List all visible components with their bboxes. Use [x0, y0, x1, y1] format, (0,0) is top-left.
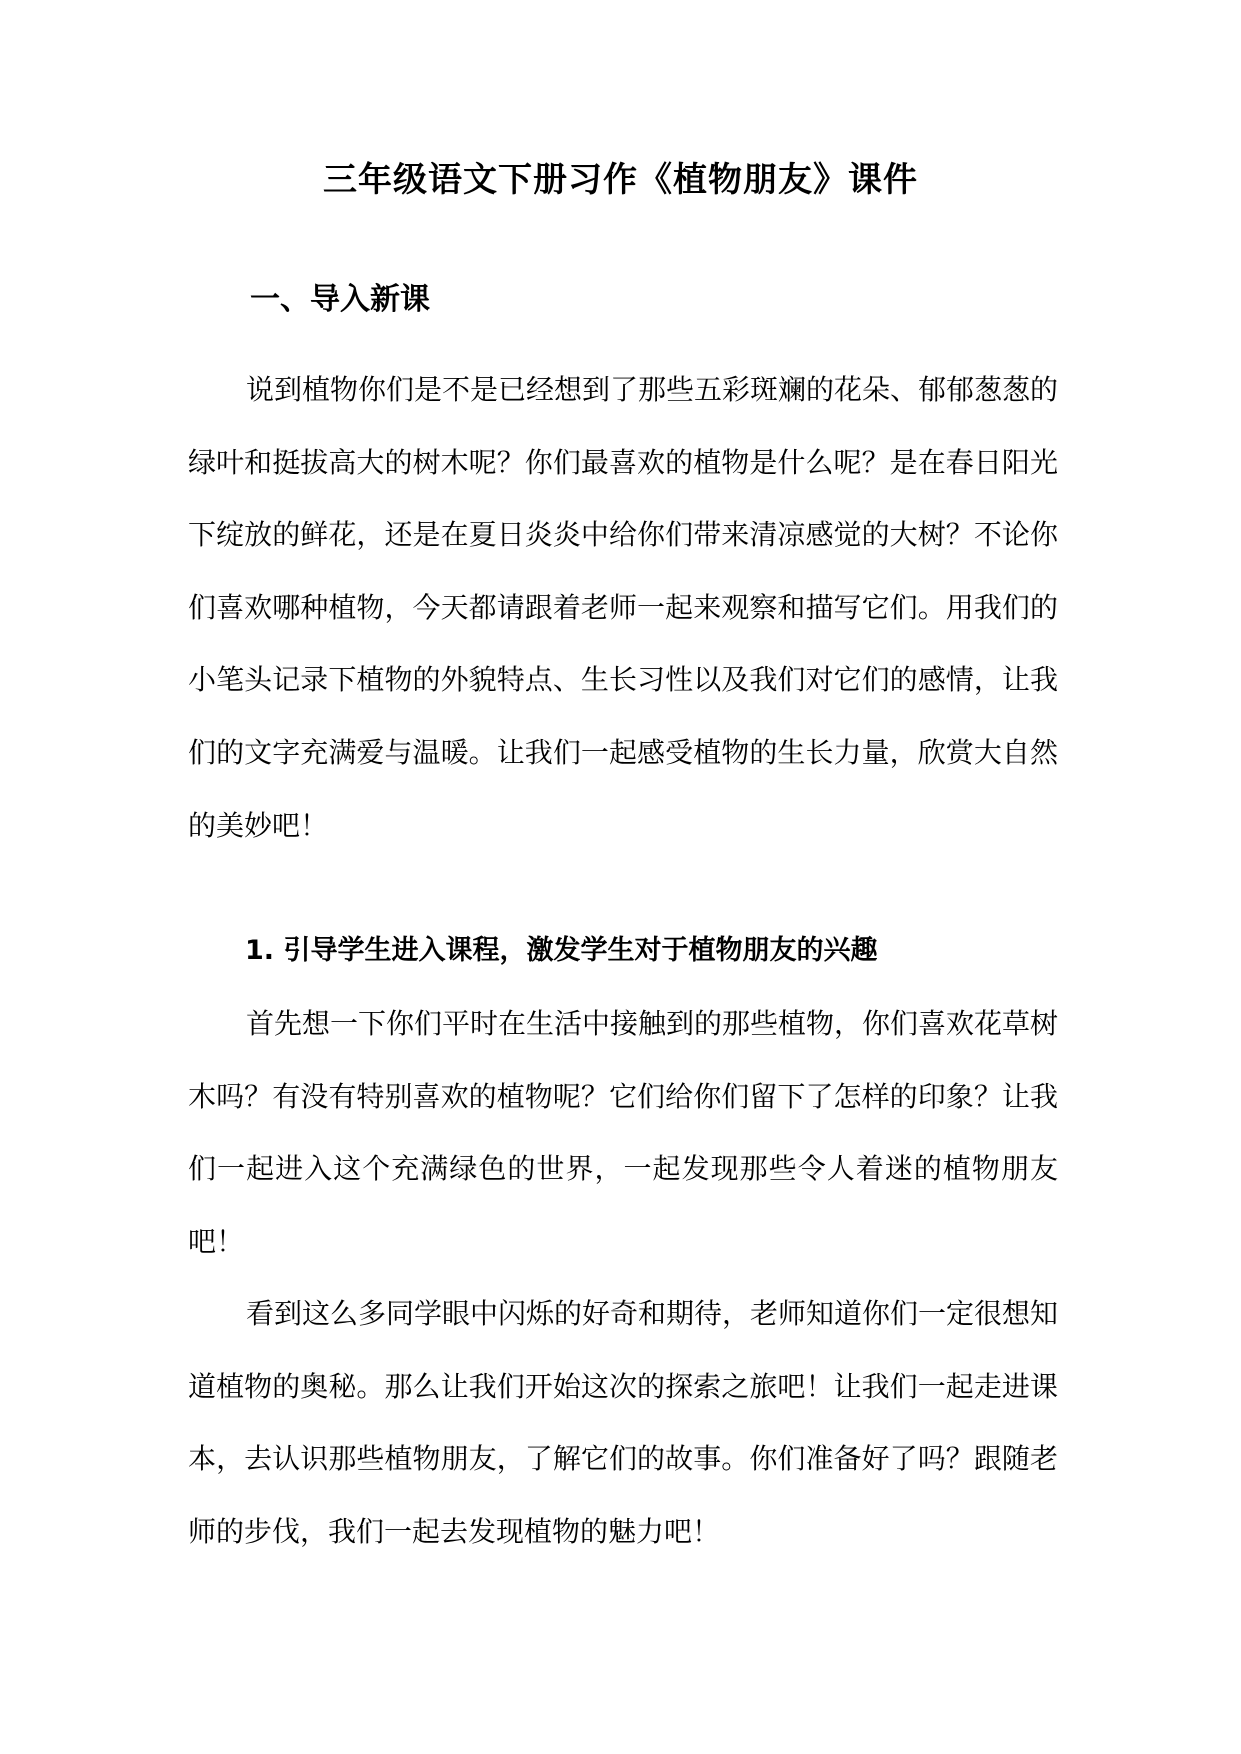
intro-paragraph: 说到植物你们是不是已经想到了那些五彩斑斓的花朵、郁郁葱葱的绿叶和挺拔高大的树木呢？你们最喜欢的植物是什么呢？是在春日阳光下绽放的鲜花，还是在夏日炎炎中给你们带来清凉感觉的大树？不论你们喜欢哪种植物，今天都请跟着老师一起来观察和描写它们。用我们的小笔头记录下植物的外貌特点、生长习性以及我们对它们的感情，让我们的文字充满爱与温暖。让我们一起感受植物的生长力量，欣赏大自然的美妙吧！ [188, 373, 1059, 842]
body-paragraph: 看到这么多同学眼中闪烁的好奇和期待，老师知道你们一定很想知道植物的奥秘。那么让我们开始这次的探索之旅吧！让我们一起走进课本，去认识那些植物朋友，了解它们的故事。你们准备好了吗？跟随老师的步伐，我们一起去发现植物的魅力吧！ [188, 1297, 1059, 1548]
subsection-heading: 1. 引导学生进入课程，激发学生对于植物朋友的兴趣 [245, 935, 878, 966]
document-title: 三年级语文下册习作《植物朋友》课件 [323, 160, 918, 200]
body-paragraph: 首先想一下你们平时在生活中接触到的那些植物，你们喜欢花草树木吗？有没有特别喜欢的植物呢？它们给你们留下了怎样的印象？让我们一起进入这个充满绿色的世界，一起发现那些令人着迷的植物朋友吧！ [188, 1007, 1059, 1258]
section-heading: 一、导入新课 [250, 282, 430, 317]
